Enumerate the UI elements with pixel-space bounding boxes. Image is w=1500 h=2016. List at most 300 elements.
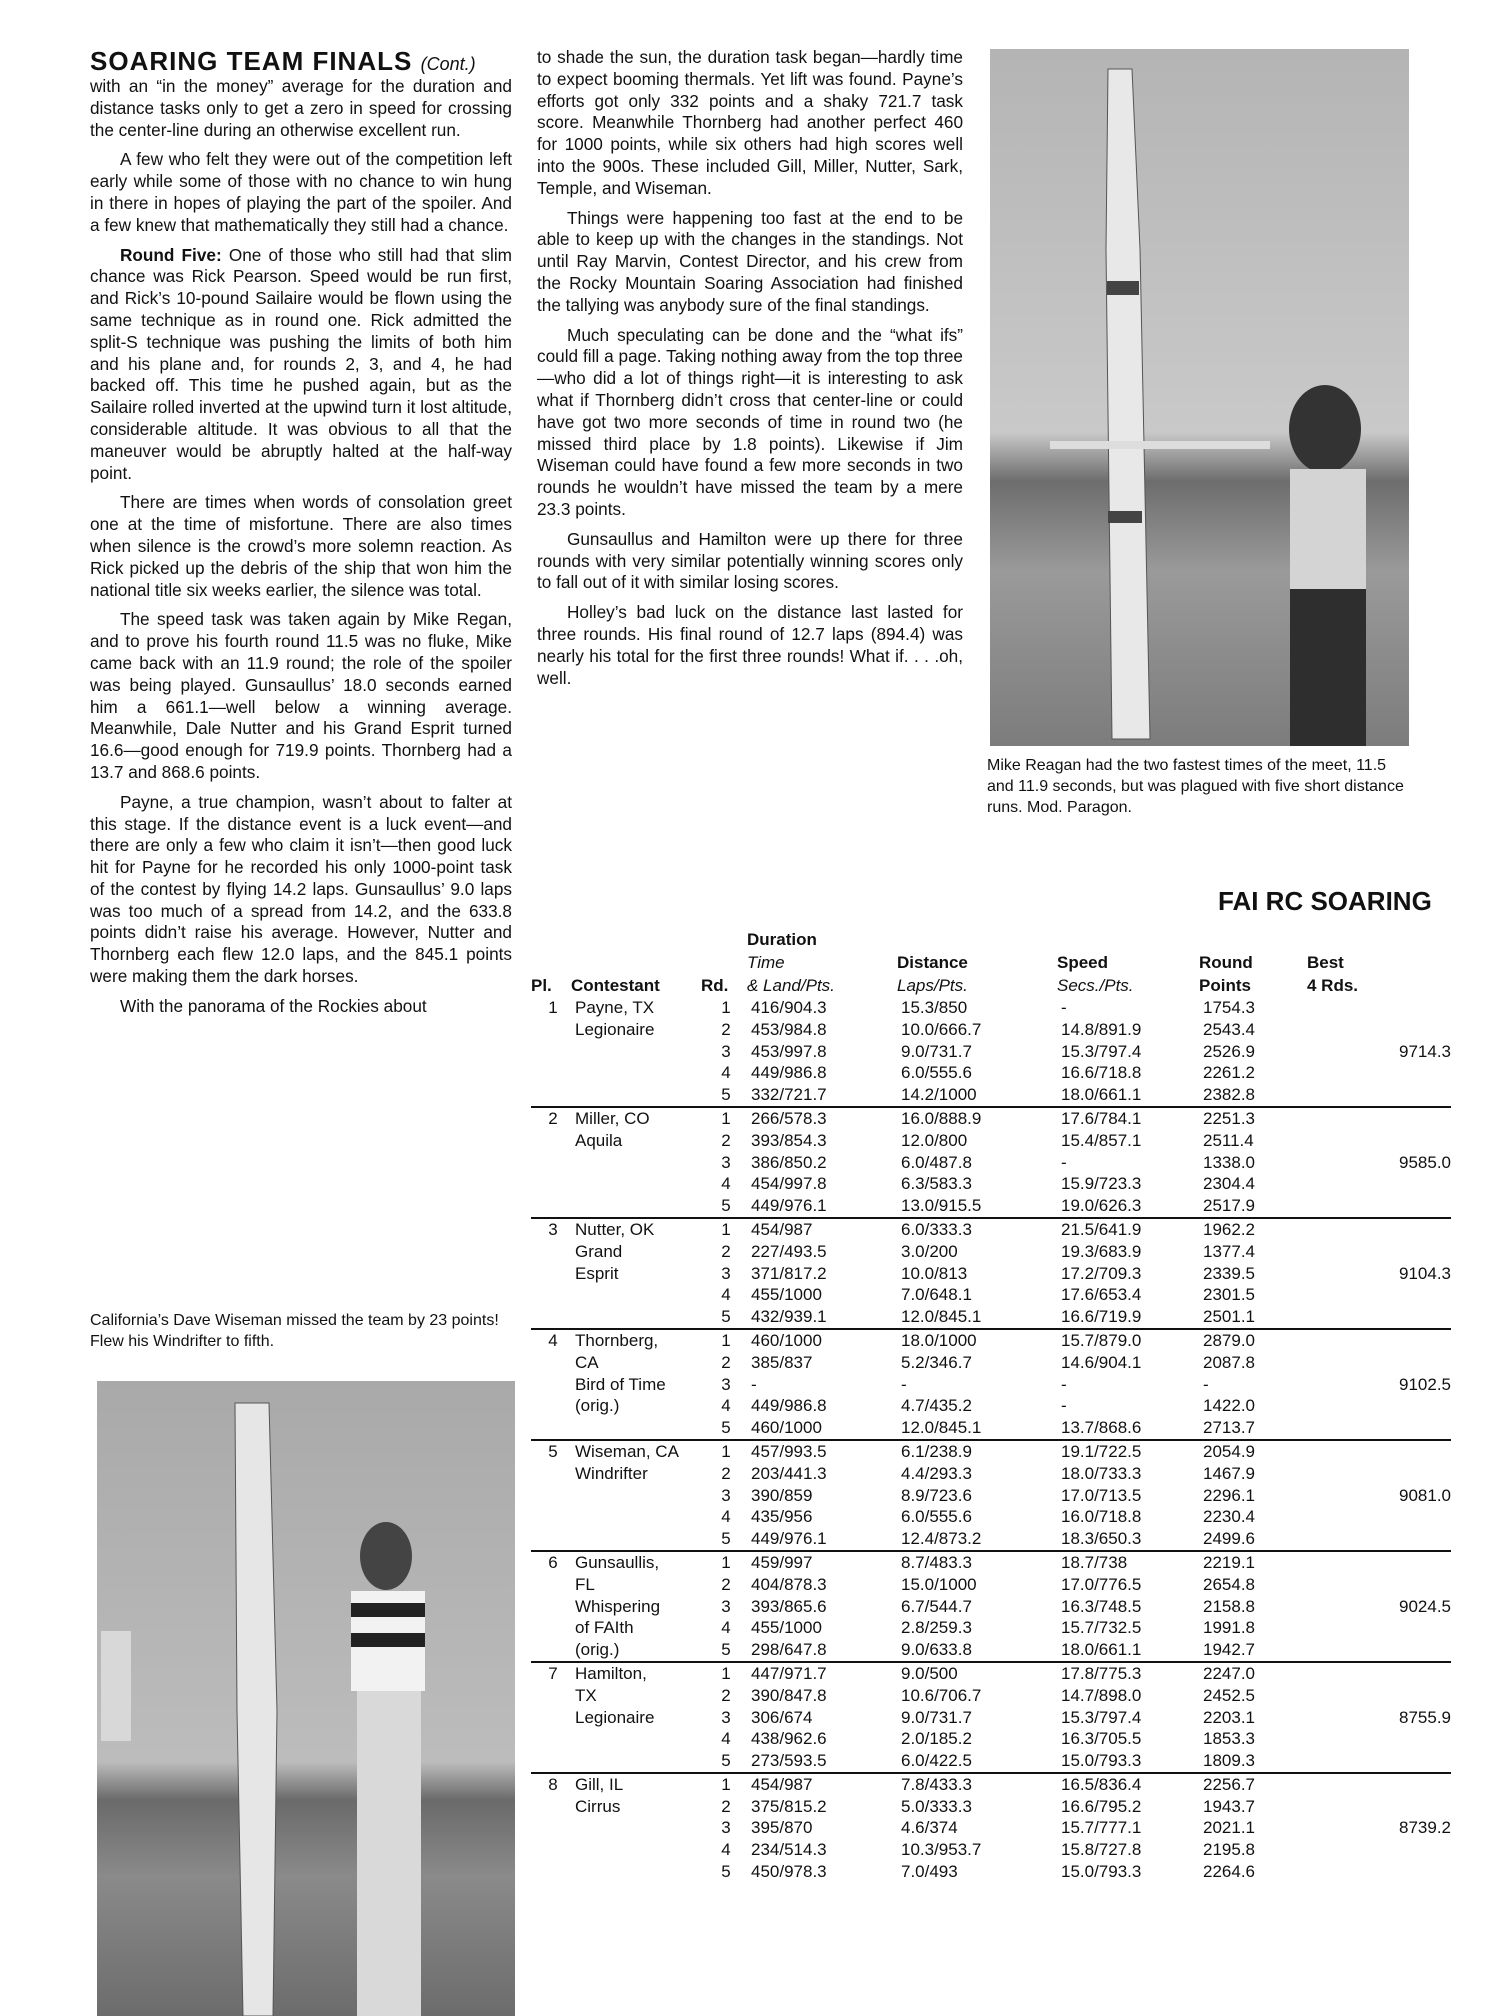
table-row [531,1773,1451,1796]
cell-duration: 375/815.2 [751,1796,827,1816]
cell-distance: 5.2/346.7 [901,1352,972,1372]
table-row [531,1241,1451,1263]
cell-place [531,1463,571,1485]
cell-best [1307,1617,1451,1639]
cell-contestant [571,1173,701,1195]
cell-place [531,1084,571,1107]
cell-distance: 14.2/1000 [901,1085,977,1105]
cell-contestant: Grand [575,1241,623,1261]
article-paragraph: with an “in the money” average for the duration and distance tasks only to get a zero in speed for crossing the center-line during an otherwise excellent run. [90,76,512,140]
cell-best [1307,1130,1451,1152]
cell-duration: 390/847.8 [751,1685,827,1705]
table-row [531,1107,1451,1130]
cell-round-points: 2879.0 [1199,1329,1307,1352]
cell-round-points: 2219.1 [1199,1551,1307,1574]
cell-duration: 460/1000 [747,1329,897,1352]
cell-speed: 15.9/723.3 [1061,1174,1142,1194]
table-row [531,1329,1451,1352]
cell-place [531,1241,571,1263]
cell-round-points: 1942.7 [1203,1640,1255,1660]
cell-place: 3 [531,1218,571,1241]
cell-place [531,1796,571,1818]
cell-distance: 9.0/500 [897,1662,1057,1685]
cell-speed: 18.0/661.1 [1061,1085,1142,1105]
cell-distance: 4.7/435.2 [901,1396,972,1416]
cell-place: 4 [531,1329,571,1352]
results-table-title: FAI RC SOARING [1218,886,1432,916]
cell-round-points: 2195.8 [1203,1840,1255,1860]
header-distance: Distance Laps/Pts. [897,953,968,995]
cell-best [1307,1062,1451,1084]
cell-speed: 16.3/748.5 [1061,1596,1142,1616]
results-table [531,928,1451,1883]
cell-place [531,1395,571,1417]
cell-round: 4 [721,1396,731,1416]
cell-round: 5 [721,1751,731,1771]
cell-best [1307,1574,1451,1596]
cell-round-points: 2087.8 [1203,1352,1255,1372]
cell-best [1307,1284,1451,1306]
cell-speed: 16.6/719.9 [1061,1307,1142,1327]
cell-contestant [571,1728,701,1750]
cell-place [531,1485,571,1507]
cell-speed: 16.6/795.2 [1061,1796,1142,1816]
article-column-2 [537,47,963,697]
cell-distance: 8.7/483.3 [897,1551,1057,1574]
table-row [531,1152,1451,1174]
cell-contestant [571,1861,701,1883]
cell-best [1307,997,1451,1019]
cell-place: 6 [531,1551,571,1574]
cell-place [531,1617,571,1639]
cell-best [1307,1352,1451,1374]
cell-speed: 14.6/904.1 [1061,1352,1142,1372]
cell-round: 3 [721,1485,731,1505]
cell-round: 1 [701,1773,747,1796]
table-row [531,1041,1451,1063]
cell-best [1307,1528,1451,1551]
cell-speed: 17.2/709.3 [1061,1263,1142,1283]
cell-round-points: 2021.1 [1203,1818,1255,1838]
header-round: Rd. [701,976,729,995]
cell-round: 5 [721,1085,731,1105]
header-contestant: Contestant [571,976,660,995]
cell-duration: 371/817.2 [751,1263,827,1283]
cell-duration: 454/987 [747,1773,897,1796]
cell-best: 9102.5 [1399,1374,1451,1394]
cell-duration: 393/854.3 [751,1130,827,1150]
cell-round-points: 1853.3 [1203,1729,1255,1749]
cell-distance: 4.6/374 [901,1818,958,1838]
table-row [531,1374,1451,1396]
cell-contestant: Gill, IL [571,1773,701,1796]
cell-speed: 19.3/683.9 [1061,1241,1142,1261]
cell-round-points: 2713.7 [1203,1418,1255,1438]
table-row [531,1750,1451,1773]
cell-best [1307,1685,1451,1707]
cell-distance: 10.0/813 [901,1263,968,1283]
cell-contestant: TX [575,1685,597,1705]
cell-speed: 14.8/891.9 [1061,1019,1142,1039]
cell-distance: 7.0/648.1 [901,1285,972,1305]
cell-contestant: of FAIth [575,1618,634,1638]
cell-round-points: 2158.8 [1203,1596,1255,1616]
cell-round-points: 1422.0 [1203,1396,1255,1416]
cell-round: 5 [721,1307,731,1327]
table-row [531,1685,1451,1707]
cell-duration: 454/997.8 [751,1174,827,1194]
cell-best [1307,1107,1451,1130]
cell-speed: 15.0/793.3 [1061,1862,1142,1882]
cell-contestant: Bird of Time [575,1374,666,1394]
cell-distance: 9.0/731.7 [901,1041,972,1061]
table-row [531,1861,1451,1883]
cell-speed: 15.8/727.8 [1061,1840,1142,1860]
cell-contestant: Whispering [575,1596,661,1616]
cell-distance: 6.0/555.6 [901,1507,972,1527]
cell-contestant: Cirrus [575,1796,621,1816]
cell-round: 2 [721,1574,731,1594]
article-paragraph: to shade the sun, the duration task began—hardly time to expect booming thermals. Yet lift was found. Payne’s efforts got only 332 points and a shaky 721.7 task score. Meanwhile Thornberg had another perfect 460 for 1000 points, while six others had high scores well into the 900s. These included Gill, Miller, Nutter, Sark, Temple, and Wiseman. [537,47,963,198]
cell-round-points: 2261.2 [1203,1063,1255,1083]
cell-speed: 19.0/626.3 [1061,1196,1142,1216]
cell-best: 9024.5 [1399,1596,1451,1616]
cell-duration: 266/578.3 [747,1107,897,1130]
cell-contestant: (orig.) [575,1396,620,1416]
cell-place [531,1750,571,1773]
cell-best [1307,1173,1451,1195]
cell-round-points: 2054.9 [1199,1440,1307,1463]
cell-place [531,1528,571,1551]
cell-place [531,1374,571,1396]
cell-duration: 273/593.5 [751,1751,827,1771]
cell-round: 4 [721,1840,731,1860]
table-row [531,1352,1451,1374]
table-row [531,1707,1451,1729]
table-row [531,1528,1451,1551]
cell-duration: 432/939.1 [751,1307,827,1327]
table-row [531,1284,1451,1306]
cell-round-points: - [1203,1374,1209,1394]
cell-place [531,1041,571,1063]
cell-distance: 6.0/333.3 [897,1218,1057,1241]
cell-round: 2 [721,1352,731,1372]
cell-contestant: Payne, TX [575,998,655,1017]
cell-distance: 10.6/706.7 [901,1685,982,1705]
cell-place: 2 [531,1107,571,1130]
cell-place: 5 [531,1440,571,1463]
cell-contestant [571,1839,701,1861]
cell-round: 4 [721,1063,731,1083]
table-row [531,1019,1451,1041]
article-paragraph: With the panorama of the Rockies about [120,995,427,1016]
cell-duration: 298/647.8 [751,1640,827,1660]
cell-place [531,1707,571,1729]
cell-contestant: Nutter, OK [571,1218,701,1241]
cell-best [1307,1195,1451,1218]
cell-speed: 18.7/738 [1057,1551,1199,1574]
article-paragraph: Holley’s bad luck on the distance last lasted for three rounds. His final round of 12.7 laps (894.4) was nearly his total for the first three rounds! What if. . . .oh, well. [537,602,963,688]
cell-distance: 9.0/731.7 [901,1707,972,1727]
table-row [531,1662,1451,1685]
cell-duration: 435/956 [751,1507,813,1527]
table-row [531,1485,1451,1507]
cell-best [1307,1440,1451,1463]
cell-distance: 3.0/200 [901,1241,958,1261]
cell-round: 3 [721,1707,731,1727]
cell-round: 2 [721,1019,731,1039]
cell-best [1307,1750,1451,1773]
cell-round-points: 2339.5 [1203,1263,1255,1283]
cell-duration: 449/976.1 [751,1196,827,1216]
table-row [531,1417,1451,1440]
cell-round: 2 [721,1463,731,1483]
cell-duration: 454/987 [747,1218,897,1241]
table-row [531,1596,1451,1618]
header-round-points: Round Points [1199,953,1253,995]
cell-distance: 18.0/1000 [897,1329,1057,1352]
cell-round: 1 [701,1107,747,1130]
cell-best [1307,1306,1451,1329]
cell-place [531,1817,571,1839]
cell-contestant [571,1485,701,1507]
cell-round: 2 [721,1796,731,1816]
cell-round-points: 1338.0 [1203,1152,1255,1172]
cell-speed: 17.6/653.4 [1061,1285,1142,1305]
cell-duration: 404/878.3 [751,1574,827,1594]
cell-duration: 453/984.8 [751,1019,827,1039]
header-best: Best 4 Rds. [1307,953,1359,995]
cell-speed: 17.8/775.3 [1057,1662,1199,1685]
cell-round-points: 2301.5 [1203,1285,1255,1305]
cell-distance: 15.0/1000 [901,1574,977,1594]
cell-place [531,1152,571,1174]
cell-round-points: 2304.4 [1203,1174,1255,1194]
cell-contestant [571,1084,701,1107]
glider-illustration [990,49,1409,746]
cell-distance: 16.0/888.9 [897,1107,1057,1130]
cell-contestant [571,1284,701,1306]
table-row [531,1440,1451,1463]
table-row [531,1639,1451,1662]
cell-best [1307,1395,1451,1417]
cell-round: 4 [721,1618,731,1638]
cell-duration: 457/993.5 [747,1440,897,1463]
table-row [531,1306,1451,1329]
cell-duration: 227/493.5 [751,1241,827,1261]
cell-distance: 12.0/845.1 [901,1307,982,1327]
article-heading: SOARING TEAM FINALS (Cont.) [90,46,476,76]
cell-contestant [571,1306,701,1329]
cell-best [1307,1728,1451,1750]
table-row [531,1817,1451,1839]
table-row [531,1062,1451,1084]
round-five-lead: Round Five: [120,244,222,265]
cell-distance: 7.0/493 [901,1862,958,1882]
cell-duration: 395/870 [751,1818,813,1838]
cell-distance: 4.4/293.3 [901,1463,972,1483]
cell-round: 4 [721,1285,731,1305]
cell-distance: 8.9/723.6 [901,1485,972,1505]
table-row [531,1506,1451,1528]
cell-speed: 16.6/718.8 [1061,1063,1142,1083]
cell-speed: 15.4/857.1 [1061,1130,1142,1150]
cell-place [531,1173,571,1195]
cell-duration: 449/986.8 [751,1063,827,1083]
cell-contestant [571,1528,701,1551]
cell-best: 9081.0 [1399,1485,1451,1505]
cell-contestant: (orig.) [575,1640,620,1660]
table-row [531,1218,1451,1241]
cell-contestant [571,1062,701,1084]
cell-distance: 13.0/915.5 [901,1196,982,1216]
cell-speed: 18.3/650.3 [1061,1529,1142,1549]
table-row [531,997,1451,1019]
cell-place: 7 [531,1662,571,1685]
table-row [531,1173,1451,1195]
cell-contestant: Hamilton, [571,1662,701,1685]
cell-duration: 332/721.7 [751,1085,827,1105]
cell-duration: 386/850.2 [751,1152,827,1172]
cell-round-points: 2517.9 [1203,1196,1255,1216]
cell-speed: 15.7/777.1 [1061,1818,1142,1838]
cell-distance: - [901,1374,907,1394]
cell-speed: 16.5/836.4 [1057,1773,1199,1796]
heading-continued-label: (Cont.) [420,54,476,74]
cell-duration: 306/674 [751,1707,813,1727]
table-row [531,1839,1451,1861]
cell-round: 3 [721,1263,731,1283]
cell-place [531,1352,571,1374]
cell-place: 8 [531,1773,571,1796]
cell-distance: 6.1/238.9 [897,1440,1057,1463]
cell-duration: 393/865.6 [751,1596,827,1616]
cell-speed: - [1061,1396,1067,1416]
cell-contestant [571,1817,701,1839]
table-row [531,1263,1451,1285]
table-row [531,1617,1451,1639]
cell-best [1307,1084,1451,1107]
table-row [531,1130,1451,1152]
cell-place [531,1019,571,1041]
cell-round: 3 [721,1374,731,1394]
cell-distance: 6.0/555.6 [901,1063,972,1083]
cell-duration: 416/904.3 [751,998,827,1017]
cell-round: 4 [721,1729,731,1749]
windrifter-illustration [97,1381,515,2016]
cell-speed: 16.3/705.5 [1061,1729,1142,1749]
cell-place [531,1685,571,1707]
cell-best [1307,1019,1451,1041]
cell-duration: 449/986.8 [751,1396,827,1416]
cell-distance: 6.7/544.7 [901,1596,972,1616]
cell-speed: 17.0/713.5 [1061,1485,1142,1505]
table-row [531,1395,1451,1417]
cell-round-points: 2256.7 [1199,1773,1307,1796]
cell-duration: 453/997.8 [751,1041,827,1061]
article-column-1 [90,76,512,1026]
cell-distance: 5.0/333.3 [901,1796,972,1816]
article-paragraph: Gunsaullus and Hamilton were up there for three rounds with very similar potentially winning scores only to fall out of it with similar losing scores. [537,528,963,593]
cell-speed: - [1061,1152,1067,1172]
cell-contestant [571,1506,701,1528]
article-paragraph: A few who felt they were out of the competition left early while some of those with no chance to win hung in there in hopes of playing the part of the spoiler. And a few knew that mathematically they still had a chance. [90,149,512,235]
cell-round-points: 2501.1 [1203,1307,1255,1327]
cell-duration: 385/837 [751,1352,813,1372]
cell-place [531,1839,571,1861]
cell-distance: 12.4/873.2 [901,1529,982,1549]
cell-round: 3 [721,1818,731,1838]
cell-best: 8755.9 [1399,1707,1451,1727]
cell-distance: 6.0/487.8 [901,1152,972,1172]
cell-round: 1 [721,998,731,1017]
cell-contestant: Esprit [575,1263,619,1283]
article-paragraph: Things were happening too fast at the end to be able to keep up with the changes in the standings. Not until Ray Marvin, Contest Director, and his crew from the Rocky Mountain Soaring Association had finished the tallying was anybody sure of the final standings. [537,207,963,315]
cell-distance: 10.3/953.7 [901,1840,982,1860]
cell-place [531,1596,571,1618]
cell-place [531,1574,571,1596]
cell-round-points: 1809.3 [1203,1751,1255,1771]
cell-contestant [571,1750,701,1773]
cell-place [531,1506,571,1528]
cell-contestant: Aquila [575,1130,623,1150]
cell-contestant [571,1417,701,1440]
cell-speed: 17.6/784.1 [1057,1107,1199,1130]
cell-speed: 18.0/733.3 [1061,1463,1142,1483]
cell-distance: 12.0/800 [901,1130,968,1150]
cell-speed: 19.1/722.5 [1057,1440,1199,1463]
cell-best [1307,1329,1451,1352]
cell-speed: 13.7/868.6 [1061,1418,1142,1438]
cell-contestant: Miller, CO [571,1107,701,1130]
cell-place [531,1728,571,1750]
cell-best [1307,1662,1451,1685]
cell-round: 1 [701,1218,747,1241]
header-speed: Speed Secs./Pts. [1057,953,1134,995]
cell-round-points: 2543.4 [1203,1019,1255,1039]
cell-best: 9104.3 [1399,1263,1451,1283]
cell-round-points: 1467.9 [1203,1463,1255,1483]
cell-best: 9714.3 [1399,1041,1451,1061]
cell-duration: 390/859 [751,1485,813,1505]
cell-speed: 14.7/898.0 [1061,1685,1142,1705]
cell-speed: 17.0/776.5 [1061,1574,1142,1594]
table-row [531,1728,1451,1750]
cell-best [1307,1417,1451,1440]
article-paragraph: The speed task was taken again by Mike Regan, and to prove his fourth round 11.5 was no fluke, Mike came back with an 11.9 round; the role of the spoiler was being played. Gunsaullus’ 18.0 seconds earned him a 661.1—well below a winning average. Meanwhile, Dale Nutter and his Grand Esprit turned 16.6—good enough for 719.9 points. Thornberg had a 13.7 and 868.6 points. [90,609,512,782]
cell-best [1307,1839,1451,1861]
cell-round: 1 [701,1662,747,1685]
cell-duration: 455/1000 [751,1285,822,1305]
cell-round-points: 1943.7 [1203,1796,1255,1816]
cell-speed: 15.0/793.3 [1061,1751,1142,1771]
cell-place [531,1062,571,1084]
cell-speed: 21.5/641.9 [1057,1218,1199,1241]
cell-round-points: 2247.0 [1199,1662,1307,1685]
table-row [531,1574,1451,1596]
cell-distance: 15.3/850 [901,998,968,1017]
cell-duration: 449/976.1 [751,1529,827,1549]
cell-round-points: 1962.2 [1199,1218,1307,1241]
cell-round-points: 2382.8 [1203,1085,1255,1105]
results-table-body [531,997,1451,1883]
cell-round: 5 [721,1529,731,1549]
cell-duration: - [751,1374,757,1394]
header-duration: Duration Time & Land/Pts. [747,930,835,995]
cell-round: 5 [721,1862,731,1882]
cell-round: 5 [721,1196,731,1216]
table-row [531,1195,1451,1218]
